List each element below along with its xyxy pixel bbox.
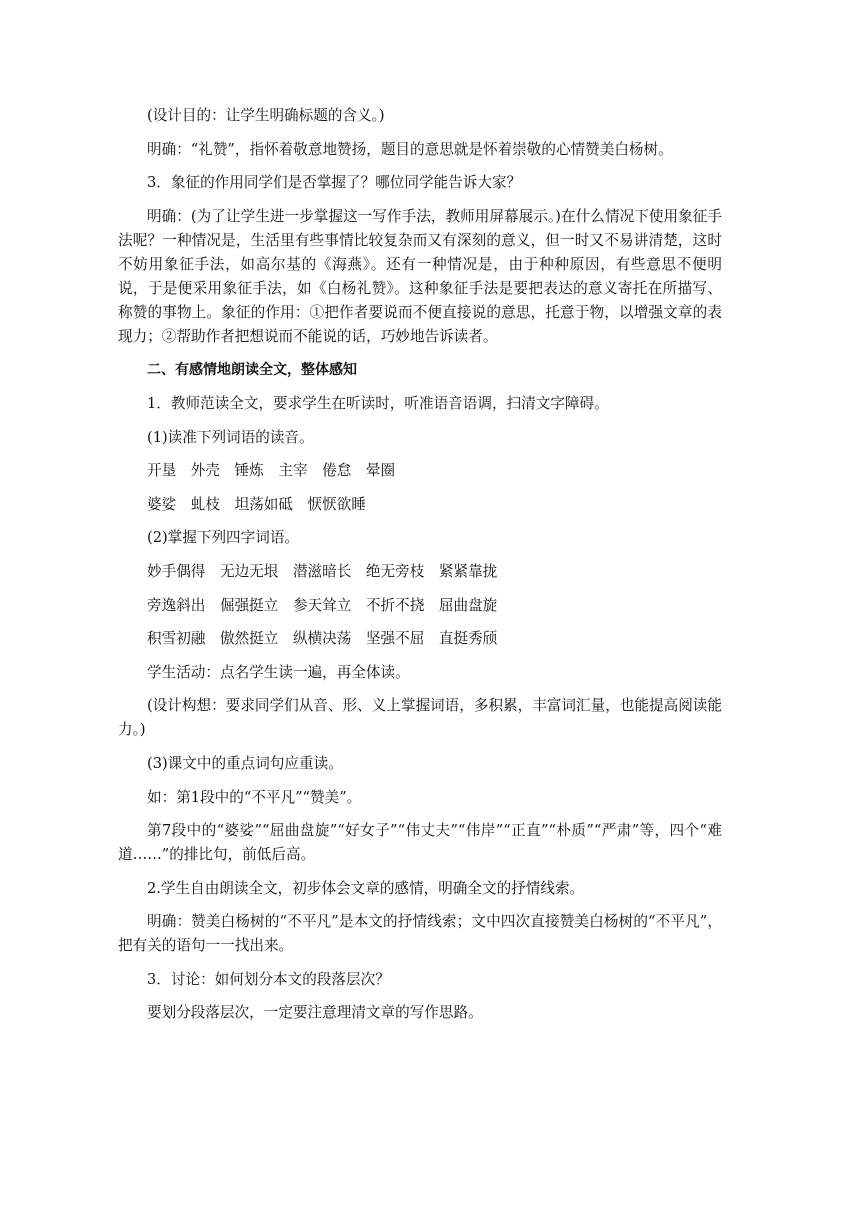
idiom-list-row-2: 旁逸斜出 倔强挺立 参天耸立 不折不挠 屈曲盘旋 — [147, 596, 498, 614]
paragraph-structure-advice: 要划分段落层次，一定要注意理清文章的写作思路。 — [147, 1004, 483, 1022]
paragraph-question-symbolism: 3．象征的作用同学们是否掌握了？哪位同学能告诉大家？ — [147, 174, 522, 192]
section-heading-reading: 二、有感情地朗读全文，整体感知 — [147, 362, 357, 379]
paragraph-clarify-title: 明确：“礼赞”，指怀着敬意地赞扬，题目的意思就是怀着崇敬的心情赞美白杨树。 — [147, 140, 673, 158]
paragraph-student-activity: 学生活动：点名学生读一遍，再全体读。 — [147, 663, 410, 681]
word-list-row-1: 开垦 外壳 锤炼 主宰 倦怠 晕圈 — [147, 462, 396, 480]
paragraph-free-reading: 2.学生自由朗读全文，初步体会文章的感情，明确全文的抒情线索。 — [147, 879, 585, 897]
paragraph-design-purpose: (设计目的：让学生明确标题的含义。) — [147, 107, 385, 124]
idiom-list-row-1: 妙手偶得 无边无垠 潜滋暗长 绝无旁枝 紧紧靠拢 — [147, 562, 498, 580]
paragraph-stress-reading: (3)课文中的重点词句应重读。 — [147, 754, 343, 772]
paragraph-discussion: 3．讨论：如何划分本文的段落层次？ — [147, 970, 390, 988]
paragraph-idioms-task: (2)掌握下列四字词语。 — [147, 529, 300, 547]
document-page — [118, 104, 722, 1035]
paragraph-symbolism-explanation: 明确：(为了让学生进一步掌握这一写作手法，教师用屏幕展示。)在什么情况下使用象征手法呢？一种情况是，生活里有些事情比较复杂而又有深刻的意义，但一时又不易讲清楚，这时不妨用象征手法，如高尔基的《海燕》。还有一种情况是，由于种种原因，有些意思不便明说，于是便采用象征手法，如《白杨礼赞》。这种象征手法是要把表达的意义寄托在所描写、称赞的事物上。象征的作用：①把作者要说而不便直接说的意思，托意于物，以增强文章的表现力；②帮助作者把想说而不能说的话，巧妙地告诉读者。 — [118, 207, 722, 345]
word-list-row-2: 婆娑 虬枝 坦荡如砥 恹恹欲睡 — [147, 495, 366, 513]
paragraph-example-section-1: 如：第1段中的“不平凡”“赞美”。 — [147, 788, 362, 806]
paragraph-pronunciation-task: (1)读准下列词语的读音。 — [147, 428, 314, 446]
paragraph-design-concept: (设计构想：要求同学们从音、形、义上掌握词语，多积累，丰富词汇量，也能提高阅读能力。) — [118, 697, 722, 739]
paragraph-teacher-reading: 1．教师范读全文，要求学生在听读时，听准语音语调，扫清文字障碍。 — [147, 394, 609, 412]
paragraph-example-section-7: 第7段中的“婆娑”“屈曲盘旋”“好女子”“伟丈夫”“伟岸”“正直”“朴质”“严肃”等，四个“难道……”的排比句，前低后高。 — [118, 822, 722, 864]
paragraph-clarify-clue: 明确：赞美白杨树的“不平凡”是本文的抒情线索；文中四次直接赞美白杨树的“不平凡”，把有关的语句一一找出来。 — [118, 913, 722, 955]
idiom-list-row-3: 积雪初融 傲然挺立 纵横决荡 坚强不屈 直挺秀颀 — [147, 630, 498, 648]
